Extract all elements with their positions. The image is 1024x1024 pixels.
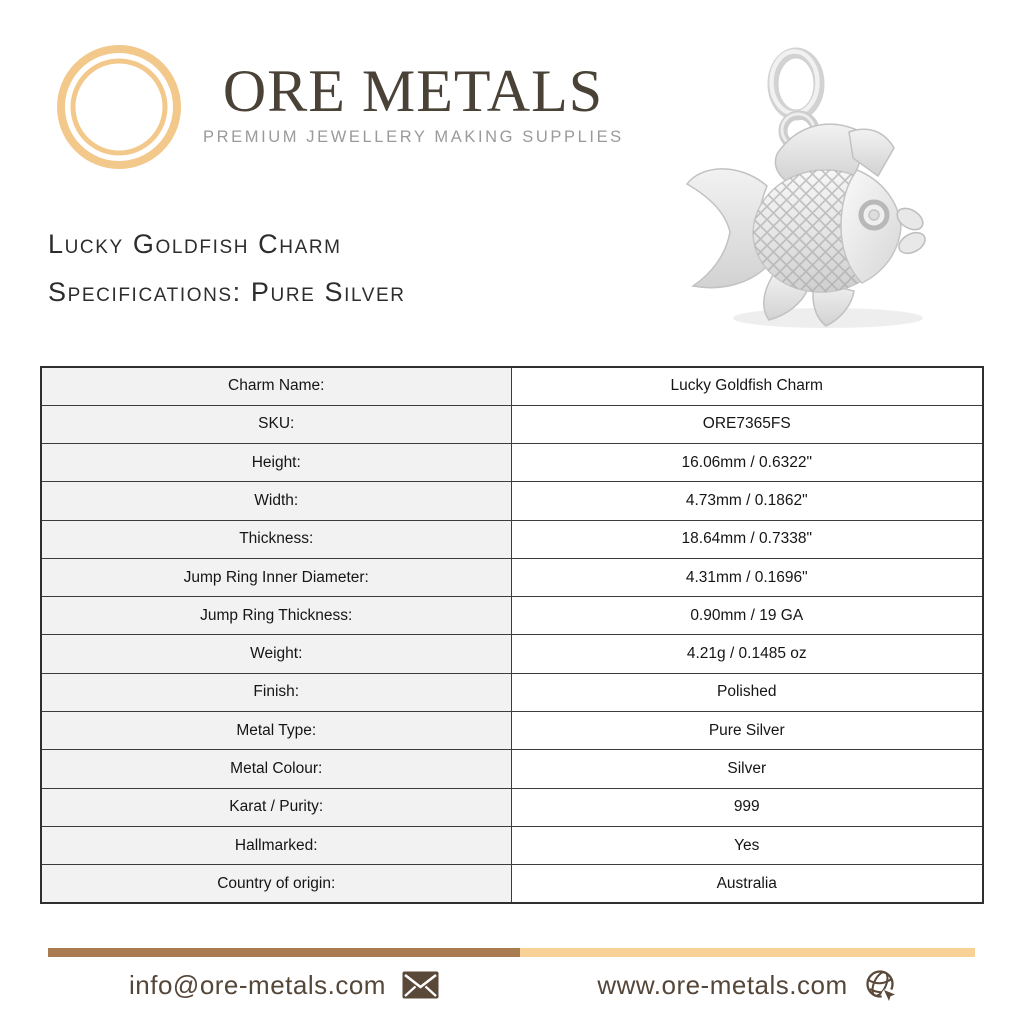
spec-value-cell: 4.21g / 0.1485 oz bbox=[511, 635, 983, 673]
spec-value-cell: 4.31mm / 0.1696" bbox=[511, 558, 983, 596]
spec-label-cell: SKU: bbox=[41, 405, 511, 443]
footer-divider-brown-segment bbox=[48, 948, 520, 957]
spec-value-cell: 0.90mm / 19 GA bbox=[511, 597, 983, 635]
spec-label-cell: Jump Ring Inner Diameter: bbox=[41, 558, 511, 596]
table-row bbox=[41, 520, 983, 558]
spec-label-cell: Karat / Purity: bbox=[41, 788, 511, 826]
email-link[interactable]: info@ore-metals.com bbox=[129, 969, 386, 1000]
brand-logo-icon bbox=[53, 40, 185, 174]
product-title-line: Lucky Goldfish Charm bbox=[48, 229, 342, 259]
spec-value-cell: Australia bbox=[511, 865, 983, 903]
table-row bbox=[41, 712, 983, 750]
spec-value-cell: Lucky Goldfish Charm bbox=[511, 367, 983, 405]
footer-divider-gold-segment bbox=[520, 948, 975, 957]
spec-value-cell: Pure Silver bbox=[511, 712, 983, 750]
spec-label-cell: Country of origin: bbox=[41, 865, 511, 903]
spec-label-cell: Hallmarked: bbox=[41, 826, 511, 864]
spec-label-cell: Charm Name: bbox=[41, 367, 511, 405]
table-row bbox=[41, 444, 983, 482]
table-row bbox=[41, 750, 983, 788]
spec-label-cell: Weight: bbox=[41, 635, 511, 673]
spec-value-cell: 4.73mm / 0.1862" bbox=[511, 482, 983, 520]
spec-value-cell: Yes bbox=[511, 826, 983, 864]
envelope-icon bbox=[402, 971, 439, 999]
brand-tagline: PREMIUM JEWELLERY MAKING SUPPLIES bbox=[203, 128, 624, 146]
footer-divider bbox=[48, 948, 975, 957]
table-row bbox=[41, 673, 983, 711]
footer-website-section bbox=[520, 962, 975, 1008]
table-row bbox=[41, 405, 983, 443]
spec-label-cell: Thickness: bbox=[41, 520, 511, 558]
spec-label-cell: Metal Type: bbox=[41, 712, 511, 750]
spec-label-cell: Width: bbox=[41, 482, 511, 520]
footer-email-section bbox=[48, 962, 520, 1008]
globe-icon bbox=[864, 968, 898, 1002]
spec-value-cell: 16.06mm / 0.6322" bbox=[511, 444, 983, 482]
brand-block bbox=[203, 58, 623, 147]
table-row bbox=[41, 865, 983, 903]
spec-label-cell: Finish: bbox=[41, 673, 511, 711]
brand-name: ORE METALS bbox=[222, 58, 604, 124]
product-image-goldfish-charm bbox=[663, 18, 985, 336]
spec-value-cell: ORE7365FS bbox=[511, 405, 983, 443]
table-row bbox=[41, 635, 983, 673]
spec-label-cell: Height: bbox=[41, 444, 511, 482]
spec-table bbox=[40, 366, 984, 904]
table-row bbox=[41, 597, 983, 635]
website-link[interactable]: www.ore-metals.com bbox=[597, 969, 848, 1000]
table-row bbox=[41, 482, 983, 520]
spec-subtitle-line: Specifications: Pure Silver bbox=[48, 277, 406, 307]
spec-value-cell: Polished bbox=[511, 673, 983, 711]
spec-value-cell: 999 bbox=[511, 788, 983, 826]
spec-value-cell: 18.64mm / 0.7338" bbox=[511, 520, 983, 558]
table-row bbox=[41, 367, 983, 405]
spec-value-cell: Silver bbox=[511, 750, 983, 788]
table-row bbox=[41, 558, 983, 596]
spec-label-cell: Metal Colour: bbox=[41, 750, 511, 788]
spec-label-cell: Jump Ring Thickness: bbox=[41, 597, 511, 635]
table-row bbox=[41, 826, 983, 864]
table-row bbox=[41, 788, 983, 826]
page-title bbox=[48, 220, 406, 316]
